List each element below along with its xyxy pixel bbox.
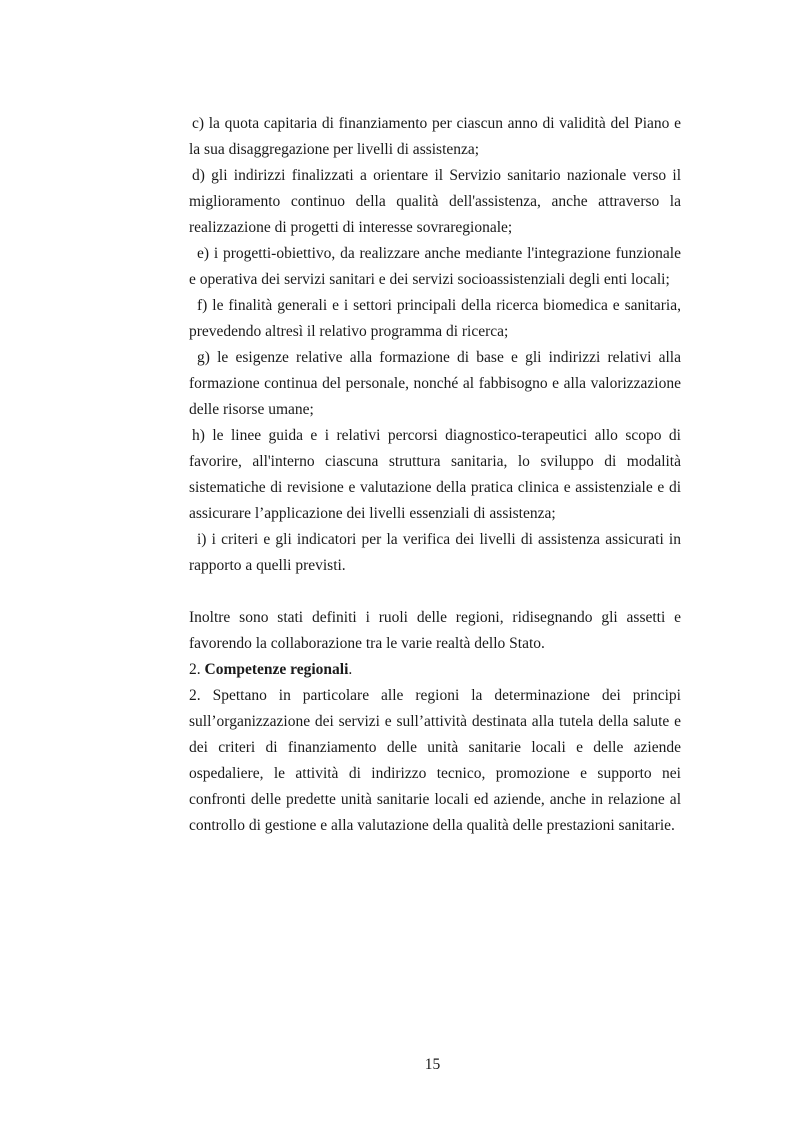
- intro-paragraph: Inoltre sono stati definiti i ruoli delle regioni, ridisegnando gli assetti e favorendo la collaborazione tra le varie realtà dello Stato.: [189, 609, 681, 652]
- list-item-c: c) la quota capitaria di finanziamento per ciascun anno di validità del Piano e la sua disaggregazione per livelli di assistenza;: [189, 115, 681, 158]
- section-heading: [189, 657, 681, 683]
- list-item-g: g) le esigenze relative alla formazione di base e gli indirizzi relativi alla formazione continua del personale, nonché al fabbisogno e alla valorizzazione delle risorse umane;: [189, 349, 681, 418]
- list-item-e: e) i progetti-obiettivo, da realizzare anche mediante l'integrazione funzionale e operativa dei servizi sanitari e dei servizi socioassistenziali degli enti locali;: [189, 245, 681, 288]
- page-number: 15: [424, 1056, 441, 1073]
- section-number: 2.: [189, 661, 201, 678]
- section-title-suffix: .: [348, 661, 353, 678]
- paragraph-spacer: [189, 579, 681, 605]
- section-paragraph: 2. Spettano in particolare alle regioni la determinazione dei principi sull’organizzazione dei servizi e sull’attività destinata alla tutela della salute e dei criteri di finanziamento delle unità sanitarie locali e delle aziende ospedaliere, le attività di indirizzo tecnico, promozione e supporto nei confronti delle predette unità sanitarie locali ed aziende, anche in relazione al controllo di gestione e alla valutazione della qualità delle prestazioni sanitarie.: [189, 687, 681, 834]
- list-item-i: i) i criteri e gli indicatori per la verifica dei livelli di assistenza assicurati in rapporto a quelli previsti.: [189, 531, 681, 574]
- list-item-d: d) gli indirizzi finalizzati a orientare il Servizio sanitario nazionale verso il miglioramento continuo della qualità dell'assistenza, anche attraverso la realizzazione di progetti di interesse sovraregionale;: [189, 167, 681, 236]
- list-item-h: h) le linee guida e i relativi percorsi diagnostico-terapeutici allo scopo di favorire, all'interno ciascuna struttura sanitaria, lo sviluppo di modalità sistematiche di revisione e valutazione della pratica clinica e assistenziale e di assicurare l’applicazione dei livelli essenziali di assistenza;: [189, 427, 681, 522]
- list-item-f: f) le finalità generali e i settori principali della ricerca biomedica e sanitaria, prevedendo altresì il relativo programma di ricerca;: [189, 297, 681, 340]
- document-body: [189, 111, 681, 839]
- section-title: Competenze regionali: [204, 661, 349, 678]
